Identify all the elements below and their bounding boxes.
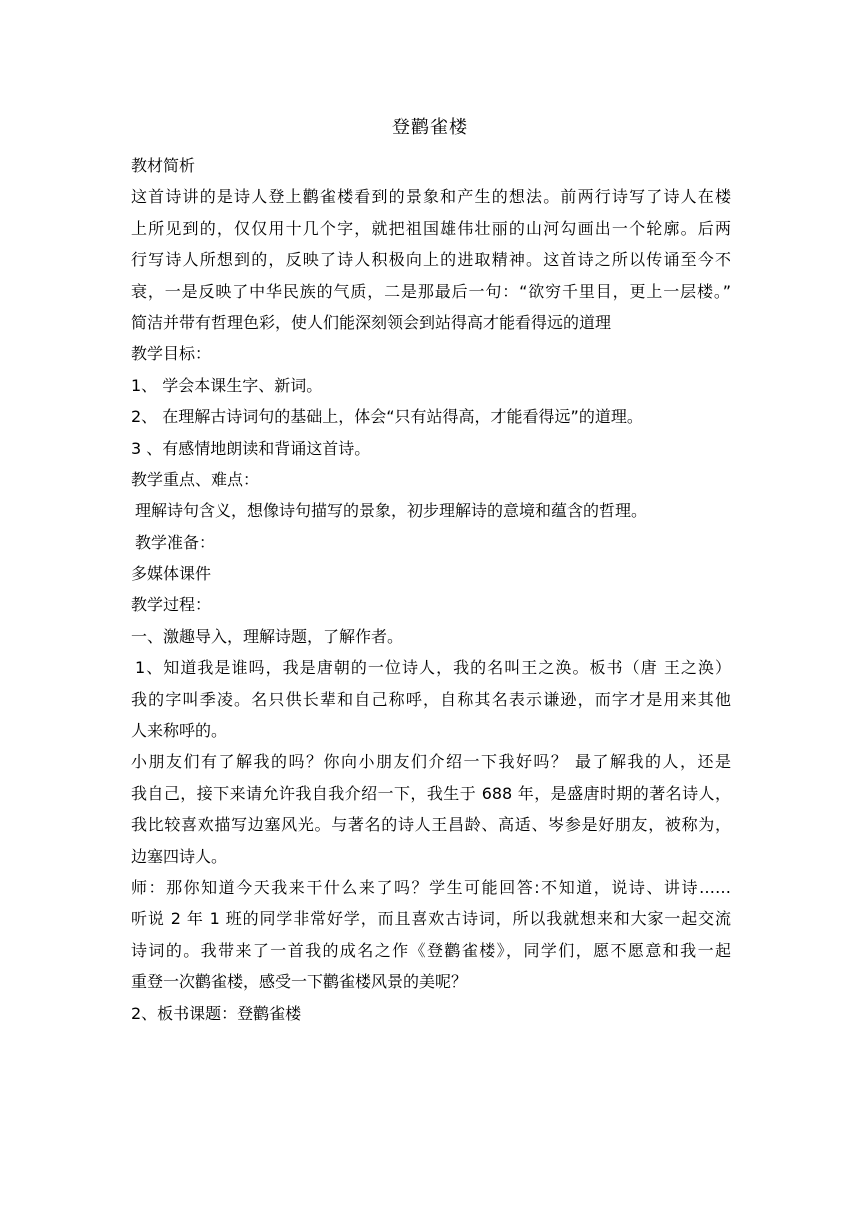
- section-heading-textbook-analysis: 教材简析: [131, 156, 196, 175]
- paragraph-line: 师：那你知道今天我来干什么来了吗？学生可能回答:不知道，说诗、讲诗……: [131, 877, 731, 897]
- document-body: [131, 150, 731, 1029]
- paragraph-line: 多媒体课件: [131, 564, 212, 584]
- paragraph-line: 小朋友们有了解我的吗？你向小朋友们介绍一下我好吗？ 最了解我的人，还是: [131, 752, 731, 772]
- paragraph-line: 理解诗句含义，想像诗句描写的景象，初步理解诗的意境和蕴含的哲理。: [135, 501, 648, 521]
- paragraph-line: 我比较喜欢描写边塞风光。与著名的诗人王昌龄、高适、岑参是好朋友，被称为，: [131, 815, 731, 835]
- paragraph-line: 1、知道我是谁吗，我是唐朝的一位诗人，我的名叫王之涣。板书（唐 王之涣）: [135, 658, 731, 678]
- goal-item: 2、 在理解古诗词句的基础上，体会“只有站得高，才能看得远”的道理。: [131, 407, 643, 427]
- section-heading-key-points: 教学重点、难点：: [131, 469, 260, 489]
- paragraph-line: 诗词的。我带来了一首我的成名之作《登鹳雀楼》，同学们，愿不愿意和我一起: [131, 940, 731, 960]
- paragraph-line: 边塞四诗人。: [131, 846, 228, 866]
- paragraph-line: 我的字叫季凌。名只供长辈和自己称呼，自称其名表示谦逊，而字才是用来其他: [131, 689, 731, 709]
- goal-item: 1、 学会本课生字、新词。: [131, 375, 323, 395]
- paragraph-line: 人来称呼的。: [131, 721, 228, 741]
- paragraph-line: 上所见到的，仅仅用十几个字，就把祖国雄伟壮丽的山河勾画出一个轮廓。后两: [131, 218, 731, 238]
- paragraph-line: 行写诗人所想到的，反映了诗人积极向上的进取精神。这首诗之所以传诵至今不: [131, 250, 731, 270]
- section-heading-process: 教学过程：: [131, 595, 212, 615]
- section-heading-teaching-goals: 教学目标：: [131, 344, 212, 364]
- paragraph-line: 简洁并带有哲理色彩，使人们能深刻领会到站得高才能看得远的道理: [131, 312, 612, 332]
- goal-item: 3 、有感情地朗读和背诵这首诗。: [131, 438, 371, 458]
- document-title: 登鹳雀楼: [392, 117, 468, 138]
- section-heading-preparation: 教学准备：: [135, 532, 216, 552]
- paragraph-line: 听说 2 年 1 班的同学非常好学，而且喜欢古诗词，所以我就想来和大家一起交流: [131, 909, 731, 929]
- subsection-heading: 一、激趣导入，理解诗题，了解作者。: [131, 626, 404, 646]
- paragraph-line: 重登一次鹳雀楼，感受一下鹳雀楼风景的美呢？: [131, 972, 468, 992]
- paragraph-line: 2、板书课题：登鹳雀楼: [131, 1003, 302, 1023]
- paragraph-line: 这首诗讲的是诗人登上鹳雀楼看到的景象和产生的想法。前两行诗写了诗人在楼: [131, 187, 731, 207]
- paragraph-line: 衰，一是反映了中华民族的气质，二是那最后一句：“欲穷千里目，更上一层楼。”: [131, 281, 731, 301]
- paragraph-line: 我自己，接下来请允许我自我介绍一下，我生于 688 年，是盛唐时期的著名诗人，: [131, 783, 731, 803]
